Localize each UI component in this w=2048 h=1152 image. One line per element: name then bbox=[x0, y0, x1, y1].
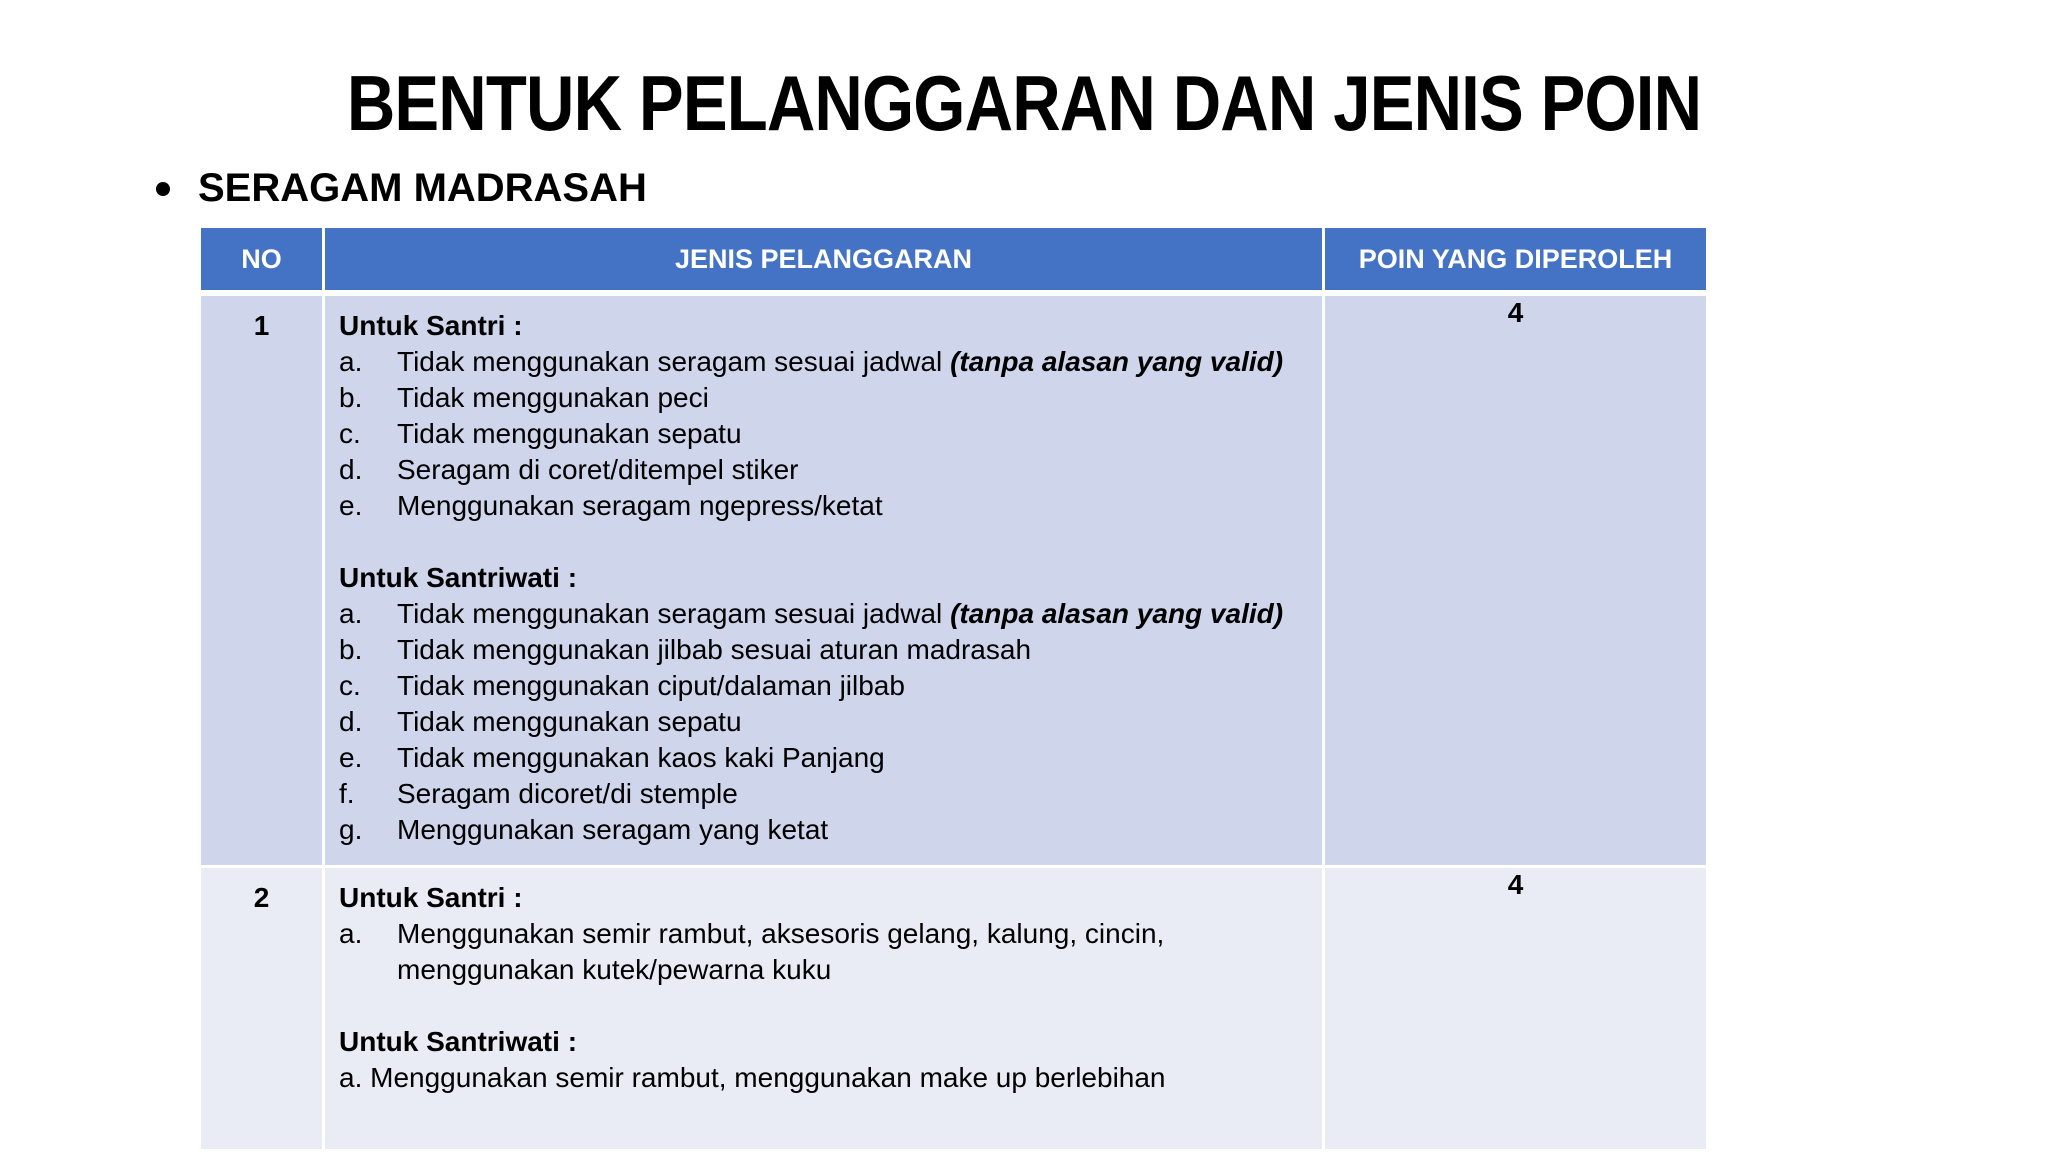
list-item bbox=[339, 416, 1308, 452]
list-item-label: a. bbox=[339, 918, 363, 949]
list-item-emphasis: (tanpa alasan yang valid) bbox=[950, 598, 1284, 629]
list-item-text bbox=[397, 668, 1308, 704]
list-item-label: f. bbox=[339, 778, 355, 809]
list-item-label: a. bbox=[339, 598, 363, 629]
list-item-text bbox=[397, 704, 1308, 740]
list-item-text bbox=[397, 740, 1308, 776]
list-item bbox=[339, 452, 1308, 488]
list-item-text-body: Menggunakan seragam yang ketat bbox=[397, 814, 829, 845]
table-row bbox=[200, 867, 1708, 1151]
list-item-text bbox=[397, 416, 1308, 452]
santriwati-list bbox=[339, 596, 1308, 848]
list-item bbox=[339, 668, 1308, 704]
list-item bbox=[339, 916, 1308, 988]
group-heading-santri: Untuk Santri : bbox=[339, 882, 523, 913]
list-item-text-body: Tidak menggunakan seragam sesuai jadwal bbox=[397, 598, 951, 629]
list-item-label: b. bbox=[339, 634, 363, 665]
table-row bbox=[200, 293, 1708, 867]
list-item-label: d. bbox=[339, 454, 363, 485]
list-item-text bbox=[397, 632, 1308, 668]
list-item-text bbox=[397, 916, 1308, 988]
list-item-emphasis: (tanpa alasan yang valid) bbox=[950, 346, 1284, 377]
list-item-text-body: Seragam dicoret/di stemple bbox=[397, 778, 738, 809]
list-item-text bbox=[397, 452, 1308, 488]
list-item-label: e. bbox=[339, 742, 363, 773]
group-heading-santriwati: Untuk Santriwati : bbox=[339, 1026, 578, 1057]
list-item bbox=[339, 632, 1308, 668]
table-header-row bbox=[200, 227, 1708, 294]
bullet-icon bbox=[156, 182, 170, 196]
list-item: a. Menggunakan semir rambut, menggunakan make up berlebihan bbox=[339, 1062, 1166, 1093]
violation-description bbox=[324, 293, 1324, 867]
list-item bbox=[339, 704, 1308, 740]
list-item-text-body: Tidak menggunakan jilbab sesuai aturan madrasah bbox=[397, 634, 1032, 665]
list-item-text-body: Tidak menggunakan seragam sesuai jadwal bbox=[397, 346, 951, 377]
points-value: 4 bbox=[1324, 867, 1708, 1151]
list-item-label: b. bbox=[339, 382, 363, 413]
list-item-text-body: Seragam di coret/ditempel stiker bbox=[397, 454, 799, 485]
points-value: 4 bbox=[1324, 293, 1708, 867]
list-item bbox=[339, 488, 1308, 524]
list-item-text bbox=[397, 596, 1308, 632]
group-heading-santri: Untuk Santri : bbox=[339, 310, 523, 341]
section-heading-label: SERAGAM MADRASAH bbox=[198, 166, 647, 210]
page-title: BENTUK PELANGGARAN DAN JENIS POIN bbox=[346, 59, 1702, 147]
list-item-text-body: Tidak menggunakan peci bbox=[397, 382, 709, 413]
list-item-text-body: Tidak menggunakan kaos kaki Panjang bbox=[397, 742, 885, 773]
column-header-jenis: JENIS PELANGGARAN bbox=[324, 227, 1324, 294]
list-item bbox=[339, 596, 1308, 632]
row-number: 2 bbox=[200, 867, 324, 1151]
list-item bbox=[339, 344, 1308, 380]
list-item bbox=[339, 776, 1308, 812]
list-item-text-body: Tidak menggunakan sepatu bbox=[397, 418, 742, 449]
santri-list bbox=[339, 916, 1308, 988]
violations-table bbox=[198, 225, 1709, 1152]
list-item-text bbox=[397, 776, 1308, 812]
list-item-text bbox=[397, 812, 1308, 848]
list-item-label: c. bbox=[339, 418, 361, 449]
list-item-label: g. bbox=[339, 814, 363, 845]
santri-list bbox=[339, 344, 1308, 524]
column-header-no: NO bbox=[200, 227, 324, 294]
row-number: 1 bbox=[200, 293, 324, 867]
list-item-text bbox=[397, 380, 1308, 416]
list-item-label: a. bbox=[339, 346, 363, 377]
group-heading-santriwati: Untuk Santriwati : bbox=[339, 562, 578, 593]
list-item-text-body: Menggunakan seragam ngepress/ketat bbox=[397, 490, 883, 521]
list-item-label: c. bbox=[339, 670, 361, 701]
list-item-label: e. bbox=[339, 490, 363, 521]
list-item bbox=[339, 740, 1308, 776]
list-item-text-body: Tidak menggunakan ciput/dalaman jilbab bbox=[397, 670, 905, 701]
list-item-text bbox=[397, 488, 1308, 524]
list-item bbox=[339, 380, 1308, 416]
violation-description bbox=[324, 867, 1324, 1151]
list-item-text bbox=[397, 344, 1308, 380]
list-item-text-body: Menggunakan semir rambut, aksesoris gelang, kalung, cincin, menggunakan kutek/pewarna kuku bbox=[397, 918, 1165, 985]
list-item-text-body: Tidak menggunakan sepatu bbox=[397, 706, 742, 737]
column-header-poin: POIN YANG DIPEROLEH bbox=[1324, 227, 1708, 294]
list-item-label: d. bbox=[339, 706, 363, 737]
list-item bbox=[339, 812, 1308, 848]
section-heading bbox=[156, 166, 647, 211]
